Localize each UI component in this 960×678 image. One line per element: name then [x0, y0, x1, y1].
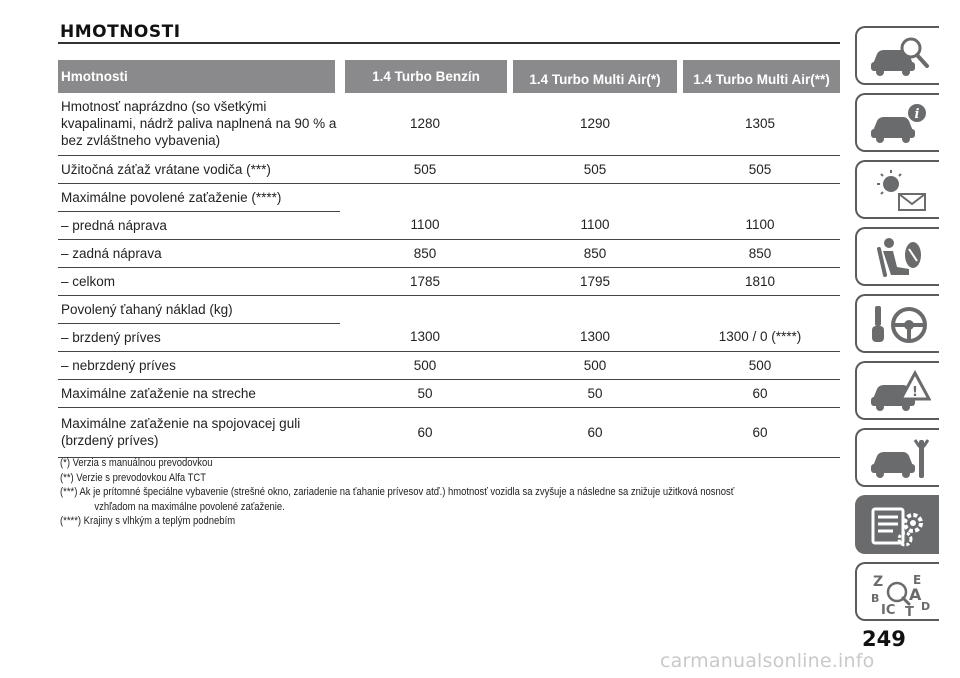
row-label: – celkom [58, 267, 340, 295]
row-value [680, 295, 840, 323]
chapter-tab-technical-data[interactable] [855, 495, 939, 554]
row-label: – zadná náprava [58, 239, 340, 267]
page-number: 249 [862, 627, 906, 651]
chapter-tab-dashboard[interactable] [855, 26, 939, 85]
row-value: 1300 [340, 323, 510, 351]
svg-text:Z: Z [873, 574, 884, 590]
row-value: 1785 [340, 267, 510, 295]
row-value [340, 295, 510, 323]
key-steering-wheel-icon [869, 302, 931, 348]
row-value: 50 [510, 379, 680, 407]
table-row [58, 211, 840, 239]
row-value: 500 [510, 351, 680, 379]
row-value: 505 [340, 155, 510, 183]
svg-text:A: A [909, 585, 922, 604]
header-cell: 1.4 Turbo Multi Air(*) [510, 60, 680, 93]
row-value: 1280 [340, 93, 510, 155]
car-info-icon [869, 101, 931, 147]
mass-table [58, 60, 840, 458]
row-value: 50 [340, 379, 510, 407]
svg-text:!: ! [912, 385, 918, 400]
svg-text:T: T [905, 605, 914, 616]
chapter-tab-emergency[interactable] [855, 361, 939, 420]
row-value [510, 295, 680, 323]
row-value: 1100 [680, 211, 840, 239]
row-value: 505 [680, 155, 840, 183]
row-label: Maximálne zaťaženie na streche [58, 379, 340, 407]
chapter-tab-controls[interactable] [855, 93, 939, 152]
table-row [58, 379, 840, 407]
table-row [58, 351, 840, 379]
chapter-tab-index[interactable] [855, 562, 939, 621]
chapter-tab-warnings[interactable] [855, 160, 939, 219]
table-row [58, 267, 840, 295]
table-row [58, 183, 840, 211]
table-header-row [58, 60, 840, 93]
row-value: 60 [340, 407, 510, 457]
row-value: 1100 [340, 211, 510, 239]
row-value: 500 [340, 351, 510, 379]
row-value: 1795 [510, 267, 680, 295]
row-value: 1100 [510, 211, 680, 239]
watermark: carmanualsonline.info [660, 650, 875, 672]
header-cell: Hmotnosti [58, 60, 340, 93]
header-cell: 1.4 Turbo Multi Air(**) [680, 60, 840, 93]
row-value [340, 183, 510, 211]
table-row [58, 407, 840, 457]
footnote: (*) Verzia s manuálnou prevodovkou [60, 457, 213, 469]
chapter-tab-starting[interactable] [855, 294, 939, 353]
section-title: HMOTNOSTI [60, 22, 181, 42]
row-value: 1300 [510, 323, 680, 351]
svg-text:i: i [914, 107, 920, 122]
svg-text:D: D [921, 600, 931, 613]
footnote: (***) Ak je prítomné špeciálne vybavenie (strešné okno, zariadenie na ťahanie prívesov atď.) hmotnosť vozidla sa zvyšuje a následne sa znižuje užitková nosnosť [60, 486, 735, 498]
row-value [510, 183, 680, 211]
row-value: 850 [680, 239, 840, 267]
row-value: 500 [680, 351, 840, 379]
title-rule [58, 42, 840, 44]
row-value [680, 183, 840, 211]
chapter-tab-maintenance[interactable] [855, 428, 939, 487]
row-label: – brzdený príves [58, 323, 340, 351]
row-value: 60 [510, 407, 680, 457]
warning-light-envelope-icon [869, 168, 931, 214]
chapter-tab-safety[interactable] [855, 227, 939, 286]
row-value: 1300 / 0 (****) [680, 323, 840, 351]
row-label: Hmotnosť naprázdno (so všetkými kvapalinami, nádrž paliva naplnená na 90 % a bez zvláštneho vybavenia) [58, 93, 340, 155]
spec-list-gear-icon [869, 503, 931, 549]
svg-text:IC: IC [881, 603, 896, 616]
svg-text:B: B [871, 592, 880, 605]
row-label: Maximálne zaťaženie na spojovacej guli (brzdený príves) [58, 407, 340, 457]
row-value: 60 [680, 379, 840, 407]
table-row [58, 93, 840, 155]
svg-text:E: E [913, 573, 922, 587]
row-label: Maximálne povolené zaťaženie (****) [58, 183, 340, 211]
row-label: – nebrzdený príves [58, 351, 340, 379]
row-value: 850 [340, 239, 510, 267]
footnote: (****) Krajiny s vlhkým a teplým podnebím [60, 515, 236, 527]
table-row [58, 295, 840, 323]
row-label: Užitočná záťaž vrátane vodiča (***) [58, 155, 340, 183]
table-row [58, 323, 840, 351]
alphabetical-index-icon [869, 570, 931, 616]
car-warning-triangle-icon [869, 369, 931, 415]
car-wrench-icon [869, 436, 931, 482]
row-label: – predná náprava [58, 211, 340, 239]
row-value: 1305 [680, 93, 840, 155]
header-cell: 1.4 Turbo Benzín [340, 60, 510, 93]
footnotes [60, 456, 840, 529]
table-row [58, 155, 840, 183]
footnote-continuation: vzhľadom na maximálne povolené zaťaženie. [94, 500, 285, 513]
row-value: 60 [680, 407, 840, 457]
car-magnifier-icon [869, 34, 931, 80]
footnote: (**) Verzie s prevodovkou Alfa TCT [60, 471, 206, 484]
row-value: 1810 [680, 267, 840, 295]
row-value: 505 [510, 155, 680, 183]
table-row [58, 239, 840, 267]
seat-airbag-icon [869, 235, 931, 281]
row-label: Povolený ťahaný náklad (kg) [58, 295, 340, 323]
row-value: 1290 [510, 93, 680, 155]
row-value: 850 [510, 239, 680, 267]
